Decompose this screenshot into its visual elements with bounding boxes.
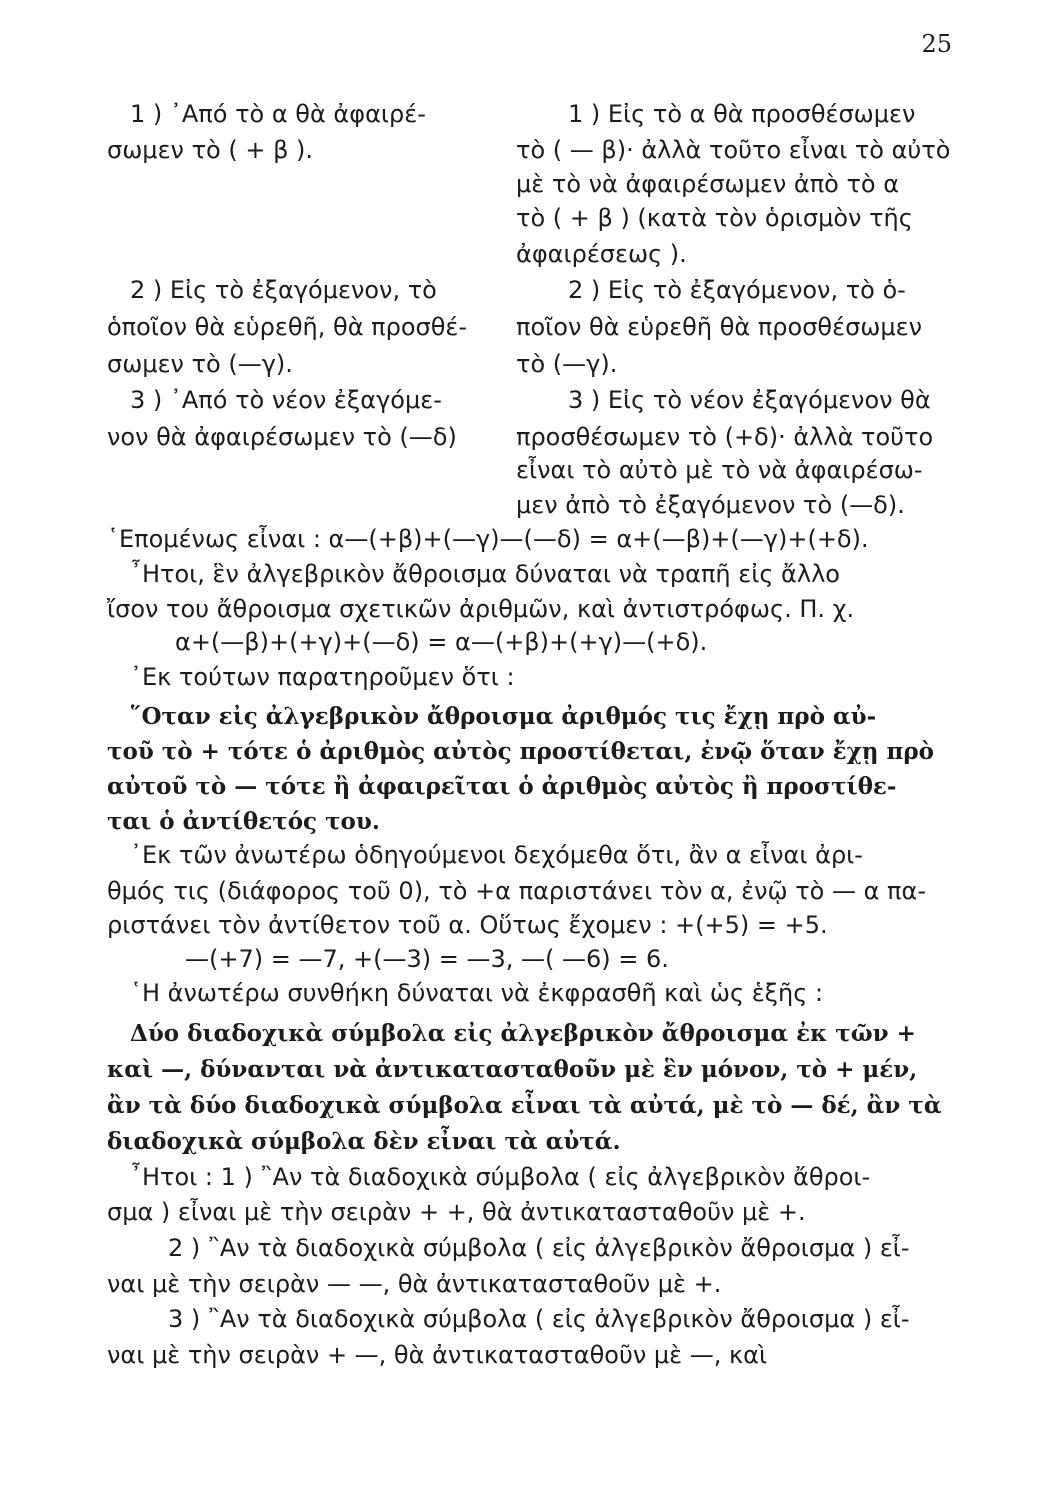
right-column-line: τὸ ( + β ) (κατὰ τὸν ὁρισμὸν τῆς [516, 204, 913, 232]
right-column-line: μὲ τὸ νὰ ἀφαιρέσωμεν ἀπὸ τὸ α [516, 170, 900, 198]
left-column-line: 3 ) ᾿Από τὸ νέον ἐξαγόμε- [130, 386, 442, 414]
body-line: ἴσον του ἄθροισμα σχετικῶν ἀριθμῶν, καὶ ἀντιστρόφως. Π. χ. [107, 595, 855, 623]
left-column-line: 2 ) Εἰς τὸ ἐξαγόμενον, τὸ [130, 276, 437, 304]
right-column-line: ποῖον θὰ εὑρεθῆ θὰ προσθέσωμεν [516, 313, 923, 341]
right-column-line: 1 ) Εἰς τὸ α θὰ προσθέσωμεν [568, 100, 916, 128]
right-column-line: τὸ (—γ). [516, 350, 618, 378]
left-column-line: νον θὰ ἀφαιρέσωμεν τὸ (—δ) [107, 423, 457, 451]
body-line: 2 ) ῍Αν τὰ διαδοχικὰ σύμβολα ( εἰς ἀλγεβρικὸν ἄθροισμα ) εἶ- [168, 1234, 910, 1262]
formula-line: α+(—β)+(+γ)+(—δ) = α—(+β)+(+γ)—(+δ). [175, 628, 708, 656]
left-column-line: σωμεν τὸ (—γ). [107, 350, 293, 378]
body-line: σμα ) εἶναι μὲ τὴν σειρὰν + +, θὰ ἀντικατασταθοῦν μὲ +. [107, 1198, 806, 1226]
body-line: ῏Ητοι, ἓν ἀλγεβρικὸν ἄθροισμα δύναται νὰ τραπῆ εἰς ἄλλο [130, 560, 840, 588]
rule-bold-line: Δύο διαδοχικὰ σύμβολα εἰς ἀλγεβρικὸν ἄθροισμα ἐκ τῶν + [130, 1020, 916, 1047]
left-column-line: σωμεν τὸ ( + β ). [107, 136, 314, 164]
rule-bold-line: αὐτοῦ τὸ — τότε ἢ ἀφαιρεῖται ὁ ἀριθμὸς αὐτὸς ἢ προστίθε- [107, 773, 897, 800]
body-line: ῾Επομένως εἶναι : α—(+β)+(—γ)—(—δ) = α+(—β)+(—γ)+(+δ). [107, 525, 869, 553]
body-line: ῏Ητοι : 1 ) ῍Αν τὰ διαδοχικὰ σύμβολα ( εἰς ἀλγεβρικὸν ἄθροι- [130, 1163, 871, 1191]
body-line: ᾿Εκ τῶν ἀνωτέρω ὁδηγούμενοι δεχόμεθα ὅτι, ἂν α εἶναι ἀρι- [130, 841, 863, 869]
body-line: ναι μὲ τὴν σειρὰν + —, θὰ ἀντικατασταθοῦν μὲ —, καὶ [107, 1341, 768, 1369]
body-line: ᾿Εκ τούτων παρατηροῦμεν ὅτι : [130, 663, 515, 691]
body-line: θμός τις (διάφορος τοῦ 0), τὸ +α παριστάνει τὸν α, ἐνῷ τὸ — α πα- [107, 877, 926, 905]
body-line: 3 ) ῍Αν τὰ διαδοχικὰ σύμβολα ( εἰς ἀλγεβρικὸν ἄθροισμα ) εἶ- [168, 1305, 910, 1333]
right-column-line: μεν ἀπὸ τὸ ἐξαγόμενον τὸ (—δ). [516, 491, 905, 519]
body-line: ῾Η ἀνωτέρω συνθήκη δύναται νὰ ἐκφρασθῆ καὶ ὡς ἑξῆς : [130, 979, 824, 1007]
right-column-line: εἶναι τὸ αὐτὸ μὲ τὸ νὰ ἀφαιρέσω- [516, 456, 923, 484]
left-column-line: 1 ) ᾿Από τὸ α θὰ ἀφαιρέ- [130, 100, 426, 128]
body-line: ναι μὲ τὴν σειρὰν — —, θὰ ἀντικατασταθοῦν μὲ +. [107, 1270, 722, 1298]
left-column-line: ὁποῖον θὰ εὑρεθῆ, θὰ προσθέ- [107, 313, 468, 341]
right-column-line: ἀφαιρέσεως ). [516, 240, 687, 268]
rule-bold-line: ται ὁ ἀντίθετός του. [107, 808, 380, 835]
page-number: 25 [921, 30, 952, 58]
rule-bold-line: διαδοχικὰ σύμβολα δὲν εἶναι τὰ αὐτά. [107, 1128, 621, 1155]
formula-line: —(+7) = —7, +(—3) = —3, —( —6) = 6. [185, 945, 669, 973]
right-column-line: 2 ) Εἰς τὸ ἐξαγόμενον, τὸ ὁ- [568, 276, 906, 304]
right-column-line: τὸ ( — β)· ἀλλὰ τοῦτο εἶναι τὸ αὐτὸ [516, 136, 951, 164]
body-line: ριστάνει τὸν ἀντίθετον τοῦ α. Οὕτως ἔχομεν : +(+5) = +5. [107, 911, 828, 939]
rule-bold-line: ἂν τὰ δύο διαδοχικὰ σύμβολα εἶναι τὰ αὐτά, μὲ τὸ — δέ, ἂν τὰ [107, 1092, 942, 1119]
rule-bold-line: τοῦ τὸ + τότε ὁ ἀριθμὸς αὐτὸς προστίθεται, ἐνῷ ὅταν ἔχῃ πρὸ [107, 738, 934, 765]
right-column-line: 3 ) Εἰς τὸ νέον ἐξαγόμενον θὰ [568, 386, 931, 414]
rule-bold-line: καὶ —, δύνανται νὰ ἀντικατασταθοῦν μὲ ἓν μόνον, τὸ + μέν, [107, 1056, 918, 1083]
right-column-line: προσθέσωμεν τὸ (+δ)· ἀλλὰ τοῦτο [516, 423, 934, 451]
rule-bold-line: ῞Οταν εἰς ἀλγεβρικὸν ἄθροισμα ἀριθμός τις ἔχῃ πρὸ αὐ- [130, 703, 877, 730]
